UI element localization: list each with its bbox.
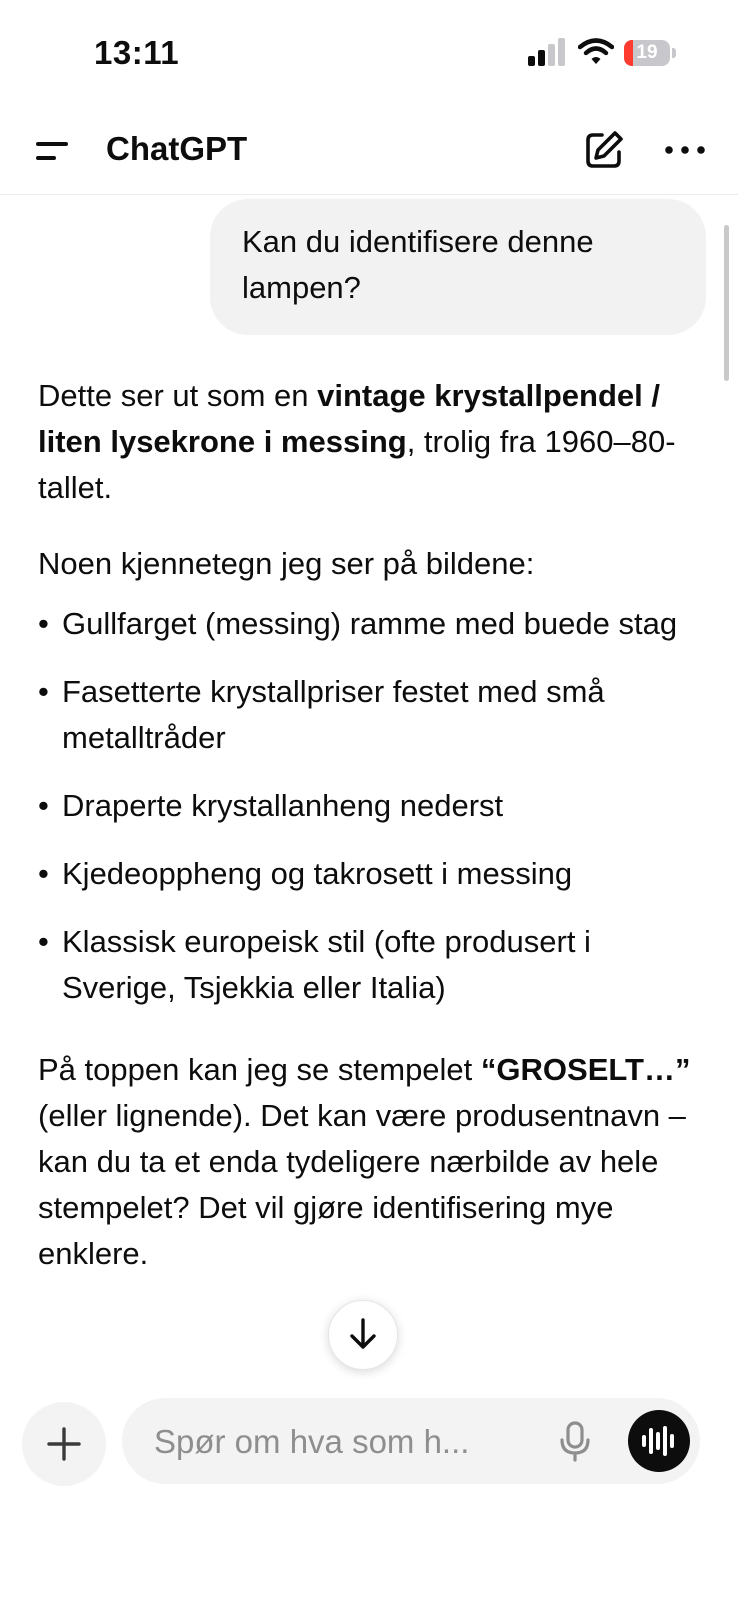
- list-item: • Kjedeoppheng og takrosett i messing: [38, 851, 698, 897]
- app-header: [0, 104, 738, 195]
- new-chat-icon[interactable]: [582, 128, 626, 172]
- chat-area[interactable]: [0, 195, 738, 1415]
- voice-mode-button[interactable]: [628, 1410, 690, 1472]
- list-item: • Draperte krystallanheng nederst: [38, 783, 698, 829]
- assistant-intro: Dette ser ut som en vintage krystallpendel / liten lysekrone i messing, trolig fra 1960–80-tallet.: [38, 378, 676, 505]
- menu-icon: [36, 142, 68, 146]
- cellular-signal-icon: [528, 38, 568, 66]
- attach-button[interactable]: [22, 1402, 106, 1486]
- user-message: Kan du identifisere denne lampen?: [210, 199, 706, 335]
- menu-button[interactable]: [30, 128, 76, 172]
- scroll-down-button[interactable]: [328, 1300, 398, 1370]
- status-time: 13:11: [94, 34, 180, 71]
- assistant-message: [38, 373, 698, 1277]
- more-icon[interactable]: [660, 128, 710, 172]
- composer: [0, 1390, 738, 1500]
- list-item: • Fasetterte krystallpriser festet med små metalltråder: [38, 669, 698, 761]
- wifi-icon: [578, 38, 614, 66]
- chat-input[interactable]: [152, 1398, 556, 1486]
- battery-level: 19: [636, 42, 658, 63]
- arrow-down-icon: [348, 1317, 378, 1351]
- list-item: • Gullfarget (messing) ramme med buede stag: [38, 601, 698, 647]
- app-title: ChatGPT: [106, 130, 248, 167]
- points-heading: Noen kjennetegn jeg ser på bildene:: [38, 546, 535, 581]
- list-item: • Klassisk europeisk stil (ofte produsert i Sverige, Tsjekkia eller Italia): [38, 919, 698, 1011]
- plus-icon: [46, 1426, 82, 1462]
- scrollbar[interactable]: [724, 225, 729, 381]
- voice-mode-icon: [641, 1425, 677, 1457]
- battery-icon: [624, 40, 676, 66]
- microphone-icon[interactable]: [554, 1420, 596, 1462]
- status-bar: [0, 0, 738, 104]
- feature-list: [38, 601, 698, 1011]
- stamp-paragraph: På toppen kan jeg se stempelet “GROSELT…” (eller lignende). Det kan være produsentnavn – kan du ta et enda tydeligere nærbilde av hele stempelet? Det vil gjøre identifisering mye enklere.: [38, 1052, 691, 1271]
- input-pill: [122, 1398, 700, 1484]
